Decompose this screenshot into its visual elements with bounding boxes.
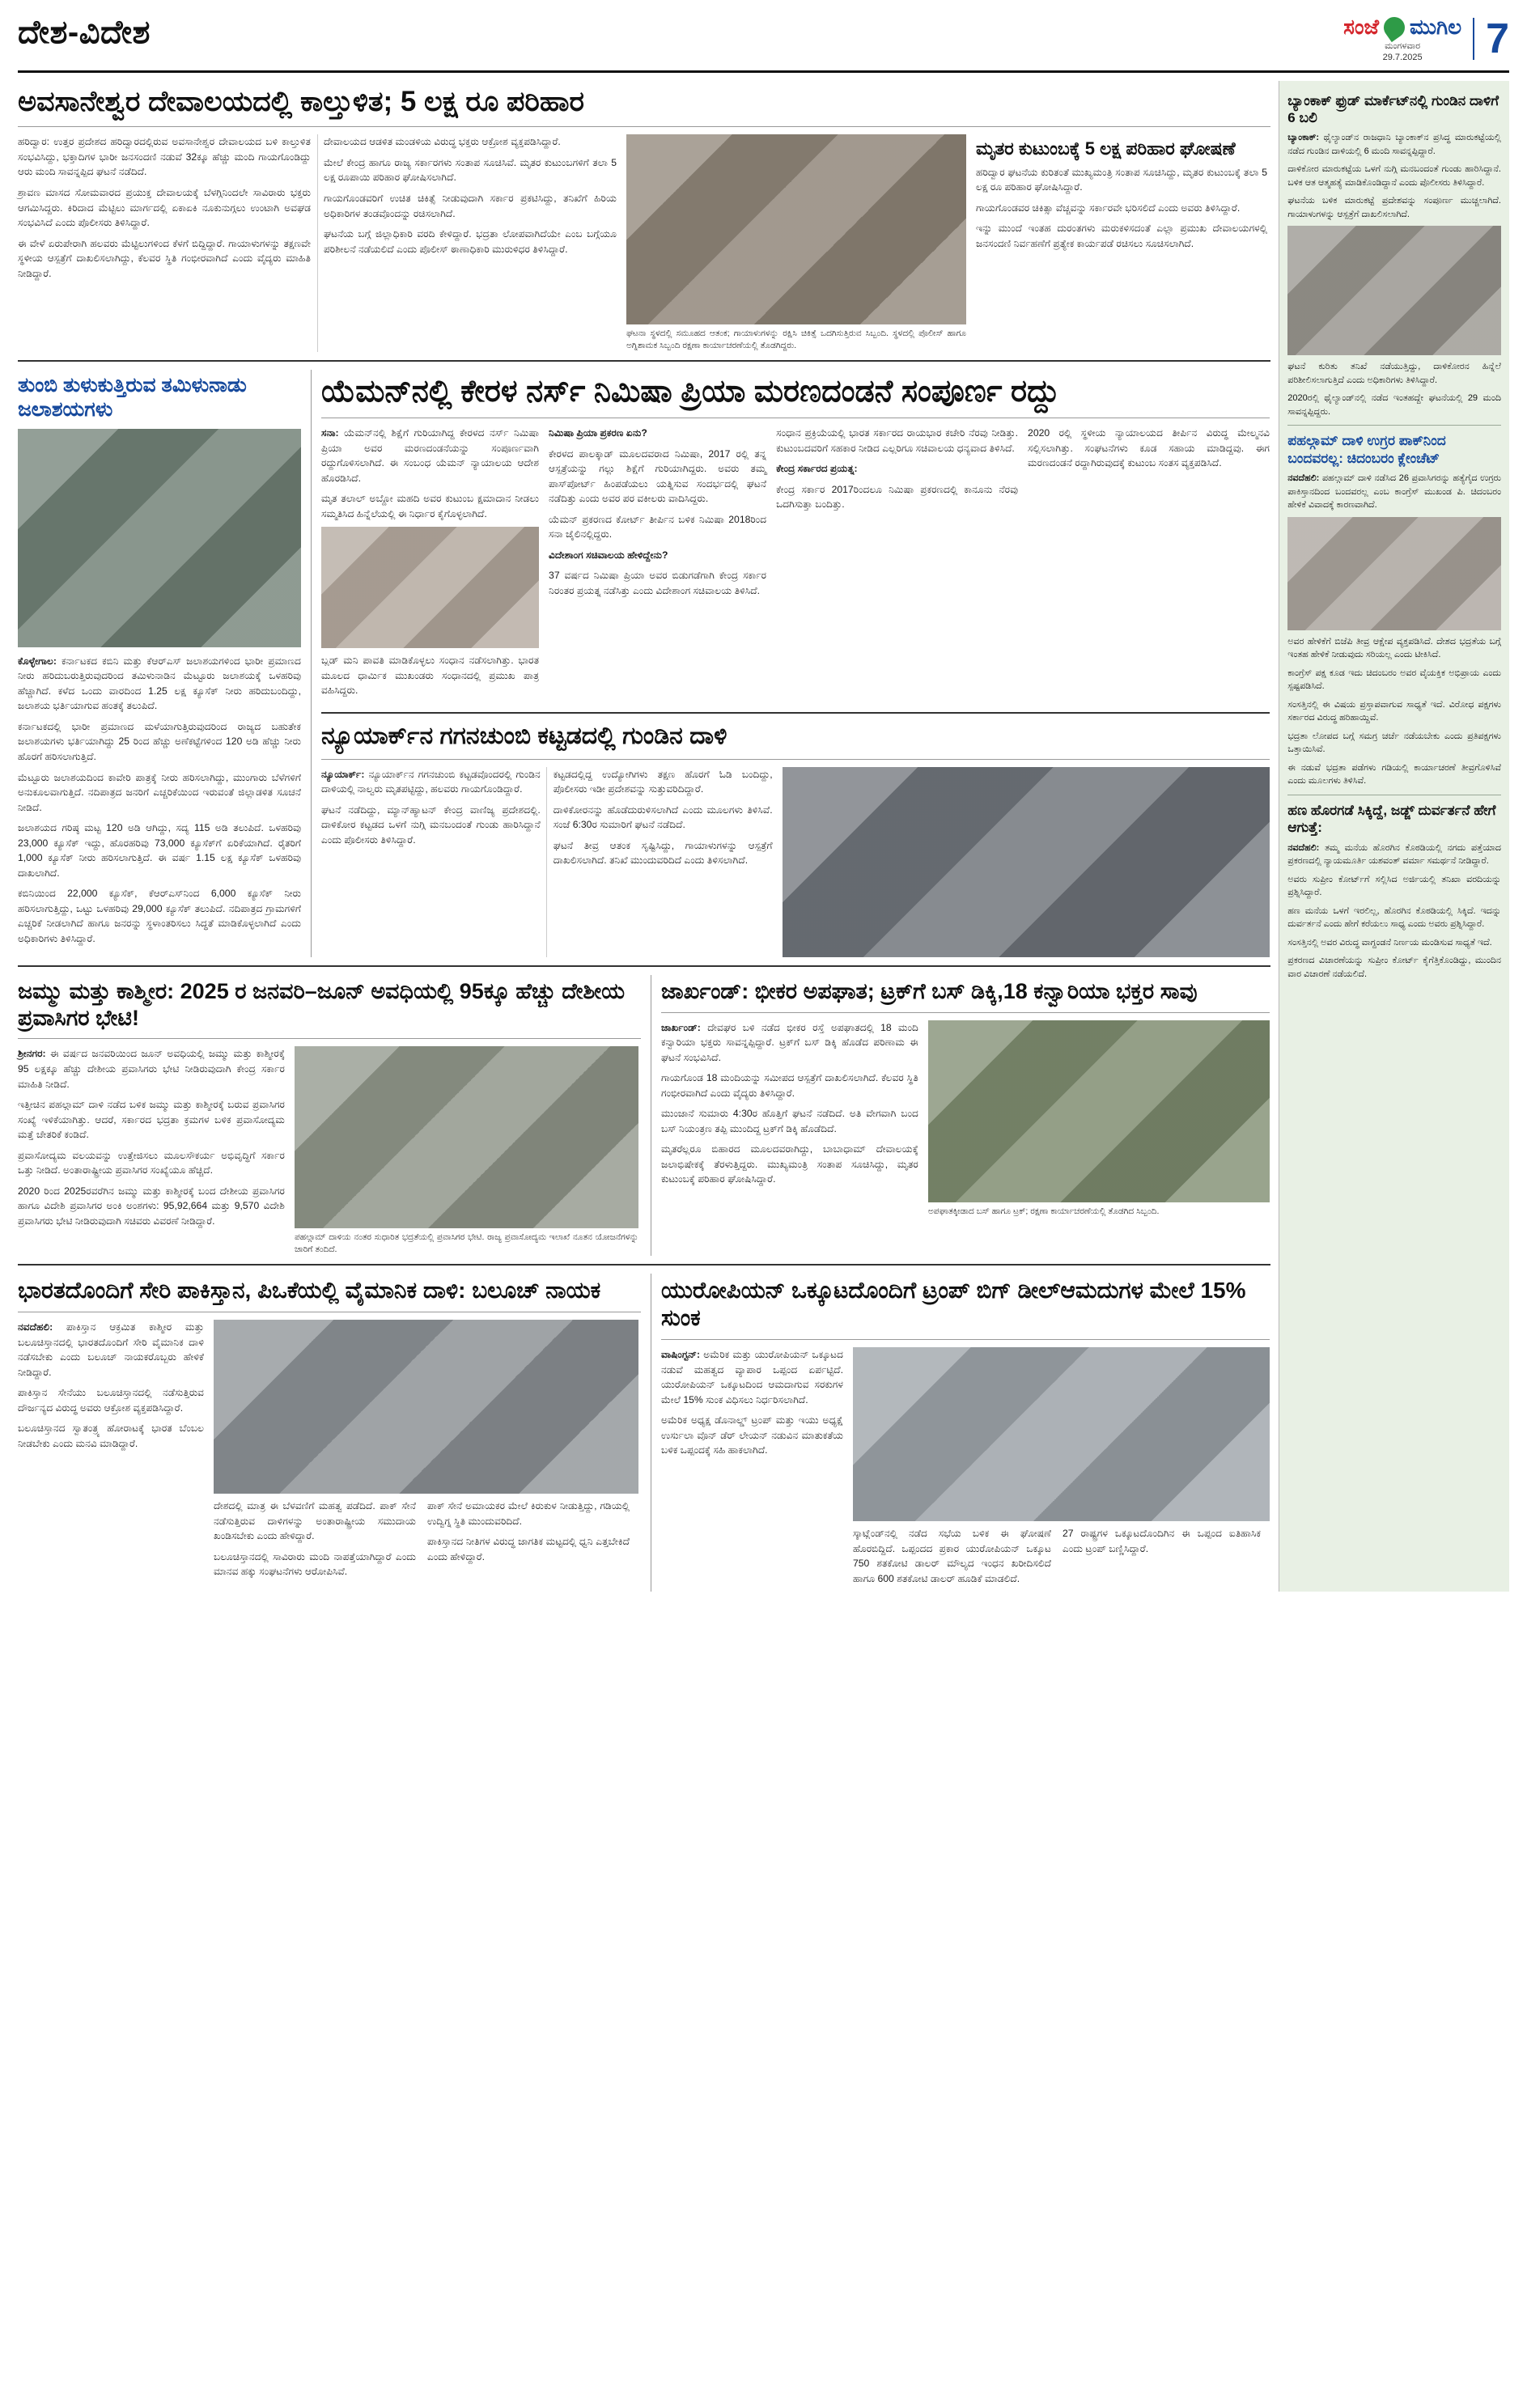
publication-date: 29.7.2025 <box>1382 53 1423 63</box>
jammu-dateline: ಶ್ರೀನಗರ: <box>18 1048 46 1060</box>
sidebar-paragraph: ಘಟನೆ ಕುರಿತು ತನಿಖೆ ನಡೆಯುತ್ತಿದ್ದು, ದಾಳಿಕೋರನ ಹಿನ್ನೆಲೆ ಪರಿಶೀಲಿಸಲಾಗುತ್ತಿದೆ ಎಂದು ಅಧಿಕಾರಿಗಳು ತಿಳಿಸಿದ್ದಾರೆ. <box>1287 362 1501 385</box>
main-content <box>18 81 1270 1592</box>
tamil-paragraph: ಕರ್ನಾಟಕದ ಕಬಿನಿ ಮತ್ತು ಕೆಆರ್‌ಎಸ್ ಜಲಾಶಯಗಳಿಂದ ಭಾರೀ ಪ್ರಮಾಣದ ನೀರು ಹರಿದುಬರುತ್ತಿರುವುದರಿಂದ ತಮಿಳುನಾಡಿನ ಮೆಟ್ಟೂರು ಜಲಾಶಯಕ್ಕೆ ಒಳಹರಿವು ಹೆಚ್ಚಾಗಿದೆ. ಕಳೆದ ಒಂದು ವಾರದಿಂದ 1.25 ಲಕ್ಷ ಕ್ಯೂಸೆಕ್ ನೀರು ಹರಿದುಬಂದಿದ್ದು, ಜಲಾಶಯ ಭರ್ತಿಯಾಗುವ ಹಂತಕ್ಕೆ ತಲುಪಿದೆ. <box>18 655 301 712</box>
publication-day: ಮಂಗಳವಾರ <box>1385 41 1421 51</box>
trump-photo <box>853 1347 1270 1521</box>
baloch-paragraph: ಪಾಕಿಸ್ತಾನ ಆಕ್ರಮಿತ ಕಾಶ್ಮೀರ ಮತ್ತು ಬಲೂಚಿಸ್ತಾನದಲ್ಲಿ ಭಾರತದೊಂದಿಗೆ ಸೇರಿ ವೈಮಾನಿಕ ದಾಳಿ ನಡೆಸಬೇಕು ಎಂದು ಬಲೂಚ್ ನಾಯಕರೊಬ್ಬರು ಹೇಳಿಕೆ ನೀಡಿದ್ದಾರೆ. <box>18 1321 204 1378</box>
masthead-brand-block <box>1343 15 1509 64</box>
masthead <box>18 15 1509 73</box>
sidebar-paragraph: ಪಹಲ್ಗಾಮ್ ದಾಳಿ ನಡೆಸಿದ 26 ಪ್ರವಾಸಿಗರನ್ನು ಹತ್ಯೆಗೈದ ಉಗ್ರರು ಪಾಕಿಸ್ತಾನದಿಂದ ಬಂದವರಲ್ಲ ಎಂಬ ಕಾಂಗ್ರೆಸ್ ಮುಖಂಡ ಪಿ. ಚಿದಂಬರಂ ಹೇಳಿಕೆ ವಿವಾದಕ್ಕೆ ಕಾರಣವಾಗಿದೆ. <box>1287 473 1501 511</box>
trump-paragraph: 27 ರಾಷ್ಟ್ರಗಳ ಒಕ್ಕೂಟದೊಂದಿಗಿನ ಈ ಒಪ್ಪಂದ ಐತಿಹಾಸಿಕ ಎಂದು ಟ್ರಂಪ್ ಬಣ್ಣಿಸಿದ್ದಾರೆ. <box>1063 1528 1261 1554</box>
lead-paragraph: ಈ ವೇಳೆ ಏರುಪೇರಾಗಿ ಹಲವರು ಮೆಟ್ಟಿಲುಗಳಿಂದ ಕೆಳಗೆ ಬಿದ್ದಿದ್ದಾರೆ. ಗಾಯಾಳುಗಳನ್ನು ತಕ್ಷಣವೇ ಸ್ಥಳೀಯ ಆಸ್ಪತ್ರೆಗೆ ದಾಖಲಿಸಲಾಗಿದ್ದು, ಕೆಲವರ ಸ್ಥಿತಿ ಗಂಭೀರವಾಗಿದೆ ಎಂದು ವೈದ್ಯರು ಮಾಹಿತಿ ನೀಡಿದ್ದಾರೆ. <box>18 237 311 279</box>
nimisha-paragraph: 37 ವರ್ಷದ ನಿಮಿಷಾ ಪ್ರಿಯಾ ಅವರ ಬಿಡುಗಡೆಗಾಗಿ ಕೇಂದ್ರ ಸರ್ಕಾರ ನಿರಂತರ ಪ್ರಯತ್ನ ನಡೆಸಿತ್ತು ಎಂದು ವಿದೇಶಾಂಗ ಸಚಿವಾಲಯ ತಿಳಿಸಿದೆ. <box>549 570 767 596</box>
article-nimisha <box>321 373 1270 704</box>
lead-paragraph: ಹರಿದ್ವಾರ: ಉತ್ತರ ಪ್ರದೇಶದ ಹರಿದ್ವಾರದಲ್ಲಿರುವ ಅವಸಾನೇಶ್ವರ ದೇವಾಲಯದ ಬಳಿ ಕಾಲ್ತುಳಿತ ಸಂಭವಿಸಿದ್ದು, ಭಕ್ತಾದಿಗಳ ಭಾರೀ ಜನಸಂದಣಿ ನಡುವೆ 32ಕ್ಕೂ ಹೆಚ್ಚು ಮಂದಿ ಗಾಯಗೊಂಡಿದ್ದು ಆರು ಮಂದಿ ಸಾವನ್ನಪ್ಪಿದ ಘಟನೆ ನಡೆದಿದೆ. <box>18 136 311 178</box>
trump-paragraph: ಸ್ಕಾಟ್ಲೆಂಡ್‌ನಲ್ಲಿ ನಡೆದ ಸಭೆಯ ಬಳಿಕ ಈ ಘೋಷಣೆ ಹೊರಬಿದ್ದಿದೆ. ಒಪ್ಪಂದದ ಪ್ರಕಾರ ಯುರೋಪಿಯನ್ ಒಕ್ಕೂಟ 750 ಶತಕೋಟಿ ಡಾಲರ್ ಮೌಲ್ಯದ ಇಂಧನ ಖರೀದಿಸಲಿದೆ ಹಾಗೂ 600 ಶತಕೋಟಿ ಡಾಲರ್ ಹೂಡಿಕೆ ಮಾಡಲಿದೆ. <box>853 1528 1051 1584</box>
sidebar-dateline: ಬ್ಯಾಂಕಾಕ್: <box>1287 133 1320 143</box>
baloch-paragraph: ಪಾಕಿಸ್ತಾನದ ನೀತಿಗಳ ವಿರುದ್ಧ ಜಾಗತಿಕ ಮಟ್ಟದಲ್ಲಿ ಧ್ವನಿ ಎತ್ತಬೇಕಿದೆ ಎಂದು ಹೇಳಿದ್ದಾರೆ. <box>427 1536 630 1562</box>
lead-paragraph: ಇನ್ನು ಮುಂದೆ ಇಂತಹ ದುರಂತಗಳು ಮರುಕಳಿಸದಂತೆ ಎಲ್ಲಾ ಪ್ರಮುಖ ದೇವಾಲಯಗಳಲ್ಲಿ ಜನಸಂದಣಿ ನಿರ್ವಹಣೆಗೆ ಪ್ರತ್ಯೇಕ ಕಾರ್ಯಪಡೆ ರಚಿಸಲು ಸೂಚಿಸಲಾಗಿದೆ. <box>976 223 1267 250</box>
baloch-dateline: ನವದೆಹಲಿ: <box>18 1321 53 1333</box>
nimisha-paragraph: ಸಂಧಾನ ಪ್ರಕ್ರಿಯೆಯಲ್ಲಿ ಭಾರತ ಸರ್ಕಾರದ ರಾಯಭಾರ ಕಚೇರಿ ನೆರವು ನೀಡಿತ್ತು. ಕುಟುಂಬದವರಿಗೆ ಸಹಕಾರ ನೀಡಿದ ಎಲ್ಲರಿಗೂ ಸಚಿವಾಲಯ ಧನ್ಯವಾದ ತಿಳಿಸಿದೆ. <box>776 427 1019 454</box>
lead-paragraph: ಗಾಯಗೊಂಡವರಿಗೆ ಉಚಿತ ಚಿಕಿತ್ಸೆ ನೀಡುವುದಾಗಿ ಸರ್ಕಾರ ಪ್ರಕಟಿಸಿದ್ದು, ತನಿಖೆಗೆ ಹಿರಿಯ ಅಧಿಕಾರಿಗಳ ತಂಡವೊಂದನ್ನು ರಚಿಸಲಾಗಿದೆ. <box>324 192 617 219</box>
nimisha-subheading: ನಿಮಿಷಾ ಪ್ರಿಯಾ ಪ್ರಕರಣ ಏನು? <box>549 427 647 439</box>
nimisha-paragraph: ಬ್ಲಡ್ ಮನಿ ಪಾವತಿ ಮಾಡಿಕೊಳ್ಳಲು ಸಂಧಾನ ನಡೆಸಲಾಗಿತ್ತು. ಭಾರತ ಮೂಲದ ಧಾರ್ಮಿಕ ಮುಖಂಡರು ಸಂಧಾನದಲ್ಲಿ ಪ್ರಮುಖ ಪಾತ್ರ ವಹಿಸಿದ್ದರು. <box>321 655 540 697</box>
sidebar-headline: ಬ್ಯಾಂಕಾಕ್ ಫ್ರುಡ್ ಮಾರ್ಕೆಟ್‌ನಲ್ಲಿ ಗುಂಡಿನ ದಾಳಿಗೆ 6 ಬಲಿ <box>1287 92 1499 125</box>
tamil-headline: ತುಂಬಿ ತುಳುಕುತ್ತಿರುವ ತಮಿಳುನಾಡು ಜಲಾಶಯಗಳು <box>18 373 247 422</box>
nimisha-paragraph: ಮೃತ ತಲಾಲ್ ಅಬ್ದೋ ಮಹದಿ ಅವರ ಕುಟುಂಬ ಕ್ಷಮಾದಾನ ನೀಡಲು ಸಮ್ಮತಿಸಿದ ಹಿನ್ನೆಲೆಯಲ್ಲಿ ಈ ನಿರ್ಧಾರ ಕೈಗೊಳ್ಳಲಾಗಿದೆ. <box>321 493 540 519</box>
sidebar-article-judge <box>1287 802 1501 981</box>
article-lead <box>18 84 1270 352</box>
tamil-photo <box>18 429 301 647</box>
article-baloch <box>18 1274 641 1592</box>
jharkhand-paragraph: ಮುಂಜಾನೆ ಸುಮಾರು 4:30ರ ಹೊತ್ತಿಗೆ ಘಟನೆ ನಡೆದಿದೆ. ಅತಿ ವೇಗವಾಗಿ ಬಂದ ಬಸ್ ನಿಯಂತ್ರಣ ತಪ್ಪಿ ಮುಂದಿದ್ದ ಟ್ರಕ್‌ಗೆ ಡಿಕ್ಕಿ ಹೊಡೆದಿದೆ. <box>661 1108 918 1134</box>
lead-paragraph: ಹರಿದ್ವಾರ ಘಟನೆಯ ಕುರಿತಂತೆ ಮುಖ್ಯಮಂತ್ರಿ ಸಂತಾಪ ಸೂಚಿಸಿದ್ದು, ಮೃತರ ಕುಟುಂಬಕ್ಕೆ ತಲಾ 5 ಲಕ್ಷ ರೂ ಪರಿಹಾರ ಘೋಷಿಸಿದ್ದಾರೆ. <box>976 166 1267 193</box>
tamil-dateline: ಕೊಳ್ಳೇಗಾಲ: <box>18 655 57 667</box>
nimisha-paragraph: ಕೇಂದ್ರ ಸರ್ಕಾರ 2017ರಿಂದಲೂ ನಿಮಿಷಾ ಪ್ರಕರಣದಲ್ಲಿ ಕಾನೂನು ನೆರವು ಒದಗಿಸುತ್ತಾ ಬಂದಿತ್ತು. <box>776 483 1019 511</box>
lead-subheading: ಮೃತರ ಕುಟುಂಬಕ್ಕೆ 5 ಲಕ್ಷ ಪರಿಹಾರ ಘೋಷಣೆ <box>976 138 1236 159</box>
newyork-paragraph: ಕಟ್ಟಡದಲ್ಲಿದ್ದ ಉದ್ಯೋಗಿಗಳು ತಕ್ಷಣ ಹೊರಗೆ ಓಡಿ ಬಂದಿದ್ದು, ಪೊಲೀಸರು ಇಡೀ ಪ್ರದೇಶವನ್ನು ಸುತ್ತುವರಿದಿದ್ದಾರೆ. <box>553 768 773 795</box>
sidebar-paragraph: ಥೈಲ್ಯಾಂಡ್‌ನ ರಾಜಧಾನಿ ಬ್ಯಾಂಕಾಕ್‌ನ ಪ್ರಸಿದ್ಧ ಮಾರುಕಟ್ಟೆಯಲ್ಲಿ ನಡೆದ ಗುಂಡಿನ ದಾಳಿಯಲ್ಲಿ 6 ಮಂದಿ ಸಾವನ್ನಪ್ಪಿದ್ದಾರೆ. <box>1287 133 1501 156</box>
row-three <box>18 975 1270 1256</box>
sidebar-paragraph: ಅವರು ಸುಪ್ರೀಂ ಕೋರ್ಟ್‌ಗೆ ಸಲ್ಲಿಸಿದ ಅರ್ಜಿಯಲ್ಲಿ ತನಿಖಾ ವರದಿಯನ್ನು ಪ್ರಶ್ನಿಸಿದ್ದಾರೆ. <box>1287 874 1501 898</box>
newyork-paragraph: ಘಟನೆ ನಡೆದಿದ್ದು, ಮ್ಯಾನ್‌ಹ್ಯಾಟನ್ ಕೇಂದ್ರ ವಾಣಿಜ್ಯ ಪ್ರದೇಶದಲ್ಲಿ. ದಾಳಿಕೋರ ಕಟ್ಟಡದ ಒಳಗೆ ನುಗ್ಗಿ ಮನಬಂದಂತೆ ಗುಂಡು ಹಾರಿಸಿದ್ದಾನೆ ಎಂದು ಪೊಲೀಸರು ತಿಳಿಸಿದ್ದಾರೆ. <box>321 803 541 846</box>
newyork-paragraph: ದಾಳಿಕೋರನನ್ನು ಹೊಡೆದುರುಳಿಸಲಾಗಿದೆ ಎಂದು ಮೂಲಗಳು ತಿಳಿಸಿವೆ. ಸಂಜೆ 6:30ರ ಸುಮಾರಿಗೆ ಘಟನೆ ನಡೆದಿದೆ. <box>553 803 773 831</box>
nimisha-paragraph: ಕೇರಳದ ಪಾಲಕ್ಕಾಡ್ ಮೂಲದವರಾದ ನಿಮಿಷಾ, 2017 ರಲ್ಲಿ ತನ್ನ ಆಸ್ಪತ್ರೆಯನ್ನು ಗಲ್ಲು ಶಿಕ್ಷೆಗೆ ಗುರಿಯಾಗಿದ್ದರು. ಅವರು ತಮ್ಮ ಪಾಸ್‌ಪೋರ್ಟ್ ಹಿಂಪಡೆಯಲು ಯತ್ನಿಸುವ ಸಂದರ್ಭದಲ್ಲಿ ಘಟನೆ ನಡೆದಿತ್ತು ಎಂದು ಅವರ ಪರ ವಕೀಲರು ವಾದಿಸಿದ್ದರು. <box>549 447 767 505</box>
newyork-dateline: ನ್ಯೂಯಾರ್ಕ್: <box>321 768 365 780</box>
lead-paragraph: ಗಾಯಗೊಂಡವರ ಚಿಕಿತ್ಸಾ ವೆಚ್ಚವನ್ನು ಸರ್ಕಾರವೇ ಭರಿಸಲಿದೆ ಎಂದು ಅವರು ತಿಳಿಸಿದ್ದಾರೆ. <box>976 201 1241 214</box>
newyork-paragraph: ನ್ಯೂಯಾರ್ಕ್‌ನ ಗಗನಚುಂಬಿ ಕಟ್ಟಡವೊಂದರಲ್ಲಿ ಗುಂಡಿನ ದಾಳಿಯಲ್ಲಿ ನಾಲ್ವರು ಮೃತಪಟ್ಟಿದ್ದು, ಹಲವರು ಗಾಯಗೊಂಡಿದ್ದಾರೆ. <box>321 768 541 795</box>
jharkhand-paragraph: ದೇವಘರ ಬಳಿ ನಡೆದ ಭೀಕರ ರಸ್ತೆ ಅಪಘಾತದಲ್ಲಿ 18 ಮಂದಿ ಕನ್ವಾರಿಯಾ ಭಕ್ತರು ಸಾವನ್ನಪ್ಪಿದ್ದಾರೆ. ಟ್ರಕ್‌ಗೆ ಬಸ್ ಡಿಕ್ಕಿ ಹೊಡೆದ ಪರಿಣಾಮ ಈ ಘಟನೆ ಸಂಭವಿಸಿದೆ. <box>661 1021 918 1063</box>
nimisha-dateline: ಸನಾ: <box>321 427 339 439</box>
sidebar-paragraph: ಈ ನಡುವೆ ಭದ್ರತಾ ಪಡೆಗಳು ಗಡಿಯಲ್ಲಿ ಕಾರ್ಯಾಚರಣೆ ತೀವ್ರಗೊಳಿಸಿವೆ ಎಂದು ಮೂಲಗಳು ತಿಳಿಸಿವೆ. <box>1287 762 1501 786</box>
baloch-paragraph: ಬಲೂಚಿಸ್ತಾನದಲ್ಲಿ ಸಾವಿರಾರು ಮಂದಿ ನಾಪತ್ತೆಯಾಗಿದ್ದಾರೆ ಎಂದು ಮಾನವ ಹಕ್ಕು ಸಂಘಟನೆಗಳು ಆರೋಪಿಸಿವೆ. <box>214 1550 416 1578</box>
baloch-paragraph: ಪಾಕ್ ಸೇನೆ ಅಮಾಯಕರ ಮೇಲೆ ಕಿರುಕುಳ ನೀಡುತ್ತಿದ್ದು, ಗಡಿಯಲ್ಲಿ ಉದ್ವಿಗ್ನ ಸ್ಥಿತಿ ಮುಂದುವರಿದಿದೆ. <box>427 1500 630 1527</box>
brand-name-blue: ಮುಗಿಲ <box>1410 15 1462 39</box>
jammu-headline: ಜಮ್ಮು ಮತ್ತು ಕಾಶ್ಮೀರ: 2025 ರ ಜನವರಿ–ಜೂನ್ ಅವಧಿಯಲ್ಲಿ 95ಕ್ಕೂ ಹೆಚ್ಚು ದೇಶೀಯ ಪ್ರವಾಸಿಗರ ಭೇಟಿ! <box>18 978 626 1030</box>
lead-paragraph: ಘಟನೆಯ ಬಗ್ಗೆ ಜಿಲ್ಲಾಧಿಕಾರಿ ವರದಿ ಕೇಳಿದ್ದಾರೆ. ಭದ್ರತಾ ಲೋಪವಾಗಿದೆಯೇ ಎಂಬ ಬಗ್ಗೆಯೂ ಪರಿಶೀಲನೆ ನಡೆಯಲಿದೆ ಎಂದು ಪೊಲೀಸ್ ಠಾಣಾಧಿಕಾರಿ ಮುರುಳಿಧರ ತಿಳಿಸಿದ್ದಾರೆ. <box>324 228 617 255</box>
jharkhand-headline: ಜಾರ್ಖಂಡ್: ಭೀಕರ ಅಪಘಾತ; ಟ್ರಕ್‌ಗೆ ಬಸ್ ಡಿಕ್ಕಿ,18 ಕನ್ವಾರಿಯಾ ಭಕ್ತರ ಸಾವು <box>661 978 1198 1003</box>
trump-paragraph: ಅಮೆರಿಕ ಅಧ್ಯಕ್ಷ ಡೊನಾಲ್ಡ್ ಟ್ರಂಪ್ ಮತ್ತು ಇಯು ಅಧ್ಯಕ್ಷೆ ಉರ್ಸುಲಾ ವೊನ್ ಡೆರ್ ಲೇಯನ್ ನಡುವಿನ ಮಾತುಕತೆಯ ಬಳಿಕ ಒಪ್ಪಂದಕ್ಕೆ ಸಹಿ ಹಾಕಲಾಗಿದೆ. <box>661 1414 843 1456</box>
nimisha-portrait-photo <box>321 527 539 648</box>
nimisha-paragraph: 2020 ರಲ್ಲಿ ಸ್ಥಳೀಯ ನ್ಯಾಯಾಲಯದ ತೀರ್ಪಿನ ವಿರುದ್ಧ ಮೇಲ್ಮನವಿ ಸಲ್ಲಿಸಲಾಗಿತ್ತು. ಸಂಘಟನೆಗಳು ಕೂಡ ಸಹಾಯ ಮಾಡಿದ್ದವು. ಈಗ ಮರಣದಂಡನೆ ರದ್ದಾಗಿರುವುದಕ್ಕೆ ಕುಟುಂಬ ಸಂತಸ ವ್ಯಕ್ತಪಡಿಸಿದೆ. <box>1028 427 1270 469</box>
brand-name-red: ಸಂಜೆ <box>1343 15 1379 39</box>
sidebar-article-pahalgam <box>1287 432 1501 787</box>
nimisha-paragraph: ಯೆಮನ್‌ನಲ್ಲಿ ಶಿಕ್ಷೆಗೆ ಗುರಿಯಾಗಿದ್ದ ಕೇರಳದ ನರ್ಸ್ ನಿಮಿಷಾ ಪ್ರಿಯಾ ಅವರ ಮರಣದಂಡನೆಯನ್ನು ಸಂಪೂರ್ಣವಾಗಿ ರದ್ದುಗೊಳಿಸಲಾಗಿದೆ. ಈ ಸಂಬಂಧ ಯೆಮನ್ ನ್ಯಾಯಾಲಯ ಆದೇಶ ಹೊರಡಿಸಿದೆ. <box>321 427 540 484</box>
article-tamil-reservoirs <box>18 370 301 957</box>
sidebar-paragraph: ತಮ್ಮ ಮನೆಯ ಹೊರಗಿನ ಕೊಠಡಿಯಲ್ಲಿ ನಗದು ಪತ್ತೆಯಾದ ಪ್ರಕರಣದಲ್ಲಿ ನ್ಯಾಯಮೂರ್ತಿ ಯಶವಂತ್ ವರ್ಮಾ ಸಮರ್ಥನೆ ನೀಡಿದ್ದಾರೆ. <box>1287 842 1501 867</box>
jammu-photo <box>295 1046 638 1228</box>
nimisha-subheading: ಕೇಂದ್ರ ಸರ್ಕಾರದ ಪ್ರಯತ್ನ: <box>776 463 858 475</box>
row-two <box>18 370 1270 957</box>
jharkhand-paragraph: ಮೃತರೆಲ್ಲರೂ ಬಿಹಾರದ ಮೂಲದವರಾಗಿದ್ದು, ಬಾಬಾಧಾಮ್ ದೇವಾಲಯಕ್ಕೆ ಜಲಾಭಿಷೇಕಕ್ಕೆ ತೆರಳುತ್ತಿದ್ದರು. ಮುಖ್ಯಮಂತ್ರಿ ಸಂತಾಪ ಸೂಚಿಸಿದ್ದು, ಮೃತರ ಕುಟುಂಬಕ್ಕೆ ಪರಿಹಾರ ಘೋಷಿಸಿದ್ದಾರೆ. <box>661 1143 918 1185</box>
sidebar-paragraph: ಅವರ ಹೇಳಿಕೆಗೆ ಬಿಜೆಪಿ ತೀವ್ರ ಆಕ್ಷೇಪ ವ್ಯಕ್ತಪಡಿಸಿದೆ. ದೇಶದ ಭದ್ರತೆಯ ಬಗ್ಗೆ ಇಂತಹ ಹೇಳಿಕೆ ನೀಡುವುದು ಸರಿಯಲ್ಲ ಎಂದು ಟೀಕಿಸಿದೆ. <box>1287 636 1501 660</box>
sidebar-photo-portrait <box>1287 517 1501 630</box>
sidebar-paragraph: ದಾಳಿಕೋರ ಮಾರುಕಟ್ಟೆಯ ಒಳಗೆ ನುಗ್ಗಿ ಮನಬಂದಂತೆ ಗುಂಡು ಹಾರಿಸಿದ್ದಾನೆ. ಬಳಿಕ ಆತ ಆತ್ಮಹತ್ಯೆ ಮಾಡಿಕೊಂಡಿದ್ದಾನೆ ಎಂದು ಪೊಲೀಸರು ತಿಳಿಸಿದ್ದಾರೆ. <box>1287 164 1501 188</box>
sidebar-paragraph: ಪ್ರಕರಣದ ವಿಚಾರಣೆಯನ್ನು ಸುಪ್ರೀಂ ಕೋರ್ಟ್ ಕೈಗೆತ್ತಿಕೊಂಡಿದ್ದು, ಮುಂದಿನ ವಾರ ವಿಚಾರಣೆ ನಡೆಯಲಿದೆ. <box>1287 956 1501 979</box>
sidebar-dateline: ನವದೆಹಲಿ: <box>1287 473 1320 484</box>
row-four <box>18 1274 1270 1592</box>
sidebar-paragraph: ಸಂಸತ್ತಿನಲ್ಲಿ ಅವರ ವಿರುದ್ಧ ವಾಗ್ದಂಡನೆ ನಿರ್ಣಯ ಮಂಡಿಸುವ ಸಾಧ್ಯತೆ ಇದೆ. <box>1287 937 1492 948</box>
article-newyork <box>321 722 1270 957</box>
trump-paragraph: ಅಮೆರಿಕ ಮತ್ತು ಯುರೋಪಿಯನ್ ಒಕ್ಕೂಟದ ನಡುವೆ ಮಹತ್ವದ ವ್ಯಾಪಾರ ಒಪ್ಪಂದ ಏರ್ಪಟ್ಟಿದೆ. ಯುರೋಪಿಯನ್ ಒಕ್ಕೂಟದಿಂದ ಆಮದಾಗುವ ಸರಕುಗಳ ಮೇಲೆ 15% ಸುಂಕ ವಿಧಿಸಲು ನಿರ್ಧರಿಸಲಾಗಿದೆ. <box>661 1349 843 1405</box>
lead-paragraph: ದೇವಾಲಯದ ಆಡಳಿತ ಮಂಡಳಿಯ ವಿರುದ್ಧ ಭಕ್ತರು ಆಕ್ರೋಶ ವ್ಯಕ್ತಪಡಿಸಿದ್ದಾರೆ. <box>324 136 561 148</box>
baloch-paragraph: ಪಾಕಿಸ್ತಾನ ಸೇನೆಯು ಬಲೂಚಿಸ್ತಾನದಲ್ಲಿ ನಡೆಸುತ್ತಿರುವ ದೌರ್ಜನ್ಯದ ವಿರುದ್ಧ ಅವರು ಆಕ್ರೋಶ ವ್ಯಕ್ತಪಡಿಸಿದ್ದಾರೆ. <box>18 1387 204 1414</box>
right-sidebar <box>1279 81 1509 1592</box>
sidebar-dateline: ನವದೆಹಲಿ: <box>1287 842 1320 853</box>
lead-photo <box>626 134 966 324</box>
sidebar-photo-market <box>1287 226 1501 355</box>
nimisha-paragraph: ಯೆಮನ್ ಪ್ರಕರಣದ ಕೋರ್ಟ್ ತೀರ್ಪಿನ ಬಳಿಕ ನಿಮಿಷಾ 2018ರಿಂದ ಸನಾ ಜೈಲಿನಲ್ಲಿದ್ದರು. <box>549 513 767 541</box>
leaf-icon <box>1380 13 1409 42</box>
sidebar-paragraph: ಘಟನೆಯ ಬಳಿಕ ಮಾರುಕಟ್ಟೆ ಪ್ರದೇಶವನ್ನು ಸಂಪೂರ್ಣ ಮುಚ್ಚಲಾಗಿದೆ. ಗಾಯಾಳುಗಳನ್ನು ಆಸ್ಪತ್ರೆಗೆ ದಾಖಲಿಸಲಾಗಿದೆ. <box>1287 196 1501 219</box>
tamil-paragraph: ಜಲಾಶಯದ ಗರಿಷ್ಠ ಮಟ್ಟ 120 ಅಡಿ ಆಗಿದ್ದು, ಸದ್ಯ 115 ಅಡಿ ತಲುಪಿದೆ. ಒಳಹರಿವು 23,000 ಕ್ಯೂಸೆಕ್ ಇದ್ದು, ಹೊರಹರಿವು 73,000 ಕ್ಯೂಸೆಕ್‌ಗೆ ಏರಿಕೆಯಾಗಿದೆ. ರೈತರಿಗೆ 1,000 ಕ್ಯೂಸೆಕ್ ನೀರು ಹರಿಸಲಾಗುತ್ತಿದೆ. ಈ ವರ್ಷ 1.15 ಲಕ್ಷ ಕ್ಯೂಸೆಕ್ ಒಳಹರಿವು ದಾಖಲಾಗಿದೆ. <box>18 822 301 879</box>
jharkhand-photo <box>928 1020 1270 1202</box>
sidebar-paragraph: ಭದ್ರತಾ ಲೋಪದ ಬಗ್ಗೆ ಸಮಗ್ರ ಚರ್ಚೆ ನಡೆಯಬೇಕು ಎಂದು ಪ್ರತಿಪಕ್ಷಗಳು ಒತ್ತಾಯಿಸಿವೆ. <box>1287 731 1501 755</box>
jammu-paragraph: ಇತ್ತೀಚಿನ ಪಹಲ್ಗಾಮ್ ದಾಳಿ ನಡೆದ ಬಳಿಕ ಜಮ್ಮು ಮತ್ತು ಕಾಶ್ಮೀರಕ್ಕೆ ಬರುವ ಪ್ರವಾಸಿಗರ ಸಂಖ್ಯೆ ಇಳಿಕೆಯಾಗಿತ್ತು. ಆದರೆ, ಸರ್ಕಾರದ ಭದ್ರತಾ ಕ್ರಮಗಳ ಬಳಿಕ ಪ್ರವಾಸೋದ್ಯಮ ಮತ್ತೆ ಚೇತರಿಕೆ ಕಂಡಿದೆ. <box>18 1099 285 1141</box>
newyork-headline: ನ್ಯೂಯಾರ್ಕ್‌ನ ಗಗನಚುಂಬಿ ಕಟ್ಟಡದಲ್ಲಿ ಗುಂಡಿನ ದಾಳಿ <box>321 723 727 749</box>
trump-headline: ಯುರೋಪಿಯನ್ ಒಕ್ಕೂಟದೊಂದಿಗೆ ಟ್ರಂಪ್ ಬಿಗ್ ಡೀಲ್‌ಆಮದುಗಳ ಮೇಲೆ 15% ಸುಂಕ <box>661 1277 1246 1330</box>
baloch-headline: ಭಾರತದೊಂದಿಗೆ ಸೇರಿ ಪಾಕಿಸ್ತಾನ, ಪಿಒಕೆಯಲ್ಲಿ ವೈಮಾನಿಕ ದಾಳಿ: ಬಲೂಚ್ ನಾಯಕ <box>18 1277 601 1303</box>
jammu-photo-caption: ಪಹಲ್ಗಾಮ್ ದಾಳಿಯ ನಂತರ ಸುಧಾರಿತ ಭದ್ರತೆಯಲ್ಲಿ ಪ್ರವಾಸಿಗರ ಭೇಟಿ. ರಾಜ್ಯ ಪ್ರವಾಸೋದ್ಯಮ ಇಲಾಖೆ ನೂತನ ಯೋಜನೆಗಳನ್ನು ಜಾರಿಗೆ ತಂದಿದೆ. <box>295 1232 638 1255</box>
article-jharkhand <box>651 975 1270 1256</box>
baloch-paragraph: ಬಲೂಚಿಸ್ತಾನದ ಸ್ವಾತಂತ್ರ್ಯ ಹೋರಾಟಕ್ಕೆ ಭಾರತ ಬೆಂಬಲ ನೀಡಬೇಕು ಎಂದು ಮನವಿ ಮಾಡಿದ್ದಾರೆ. <box>18 1422 204 1449</box>
trump-dateline: ವಾಷಿಂಗ್ಟನ್: <box>661 1349 701 1361</box>
lead-paragraph: ಶ್ರಾವಣ ಮಾಸದ ಸೋಮವಾರದ ಪ್ರಯುಕ್ತ ದೇವಾಲಯಕ್ಕೆ ಬೆಳಗ್ಗಿನಿಂದಲೇ ಸಾವಿರಾರು ಭಕ್ತರು ಆಗಮಿಸಿದ್ದರು. ಕಿರಿದಾದ ಮೆಟ್ಟಿಲು ಮಾರ್ಗದಲ್ಲಿ ಏಕಾಏಕಿ ನೂಕುನುಗ್ಗಲು ಉಂಟಾಗಿ ಅವಘಡ ಸಂಭವಿಸಿದೆ ಎಂದು ಪೊಲೀಸರು ತಿಳಿಸಿದ್ದಾರೆ. <box>18 186 311 229</box>
lead-paragraph: ಮೇಲೆ ಕೇಂದ್ರ ಹಾಗೂ ರಾಜ್ಯ ಸರ್ಕಾರಗಳು ಸಂತಾಪ ಸೂಚಿಸಿವೆ. ಮೃತರ ಕುಟುಂಬಗಳಿಗೆ ತಲಾ 5 ಲಕ್ಷ ರೂಪಾಯಿ ಪರಿಹಾರ ಘೋಷಿಸಲಾಗಿದೆ. <box>324 156 617 184</box>
jharkhand-dateline: ಜಾರ್ಖಂಡ್: <box>661 1021 701 1033</box>
baloch-paragraph: ದೇಶದಲ್ಲಿ ಮಾತ್ರ ಈ ಬೆಳವಣಿಗೆ ಮಹತ್ವ ಪಡೆದಿದೆ. ಪಾಕ್ ಸೇನೆ ನಡೆಸುತ್ತಿರುವ ದಾಳಿಗಳನ್ನು ಅಂತಾರಾಷ್ಟ್ರೀಯ ಸಮುದಾಯ ಖಂಡಿಸಬೇಕು ಎಂದು ಹೇಳಿದ್ದಾರೆ. <box>214 1500 416 1542</box>
article-jammu <box>18 975 641 1256</box>
section-title: ದೇಶ-ವಿದೇಶ <box>18 15 151 50</box>
lead-headline: ಅವಸಾನೇಶ್ವರ ದೇವಾಲಯದಲ್ಲಿ ಕಾಲ್ತುಳಿತ; 5 ಲಕ್ಷ ರೂ ಪರಿಹಾರ <box>18 85 585 117</box>
tamil-paragraph: ಕರ್ನಾಟಕದಲ್ಲಿ ಭಾರೀ ಪ್ರಮಾಣದ ಮಳೆಯಾಗುತ್ತಿರುವುದರಿಂದ ರಾಜ್ಯದ ಬಹುತೇಕ ಜಲಾಶಯಗಳು ಭರ್ತಿಯಾಗಿದ್ದು 25 ರಿಂದ ಹೆಚ್ಚು ಅಣೆಕಟ್ಟೆಗಳಿಂದ 120 ಅಡಿ ಹೆಚ್ಚು ನೀರು ಹೊರಗೆ ಹರಿಸಲಾಗುತ್ತಿದೆ. <box>18 720 301 762</box>
article-trump <box>651 1274 1270 1592</box>
jammu-paragraph: 2020 ರಿಂದ 2025ರವರೆಗಿನ ಜಮ್ಮು ಮತ್ತು ಕಾಶ್ಮೀರಕ್ಕೆ ಬಂದ ದೇಶೀಯ ಪ್ರವಾಸಿಗರ ಹಾಗೂ ವಿದೇಶಿ ಪ್ರವಾಸಿಗರ ಅಂಕಿ ಅಂಶಗಳು: 95,92,664 ಮತ್ತು 9,570 ವಿದೇಶಿ ಪ್ರವಾಸಿಗರು ಭೇಟಿ ನೀಡಿರುವುದಾಗಿ ಸಚಿವರು ವಿವರಣೆ ನೀಡಿದ್ದಾರೆ. <box>18 1185 285 1227</box>
brand-logo <box>1343 15 1461 40</box>
jharkhand-photo-caption: ಅಪಘಾತಕ್ಕೀಡಾದ ಬಸ್ ಹಾಗೂ ಟ್ರಕ್; ರಕ್ಷಣಾ ಕಾರ್ಯಾಚರಣೆಯಲ್ಲಿ ತೊಡಗಿದ ಸಿಬ್ಬಂದಿ. <box>927 1206 1160 1216</box>
baloch-photo <box>214 1320 638 1494</box>
jammu-paragraph: ಪ್ರವಾಸೋದ್ಯಮ ವಲಯವನ್ನು ಉತ್ತೇಜಿಸಲು ಮೂಲಸೌಕರ್ಯ ಅಭಿವೃದ್ಧಿಗೆ ಸರ್ಕಾರ ಒತ್ತು ನೀಡಿದೆ. ಅಂತಾರಾಷ್ಟ್ರೀಯ ಪ್ರವಾಸಿಗರ ಸಂಖ್ಯೆಯೂ ಹೆಚ್ಚಿದೆ. <box>18 1149 285 1176</box>
tamil-paragraph: ಮೆಟ್ಟೂರು ಜಲಾಶಯದಿಂದ ಕಾವೇರಿ ಪಾತ್ರಕ್ಕೆ ನೀರು ಹರಿಸಲಾಗಿದ್ದು, ಮುಂಗಾರು ಬೆಳೆಗಳಿಗೆ ಅನುಕೂಲವಾಗುತ್ತಿದೆ. ನದಿಪಾತ್ರದ ಜನರಿಗೆ ಎಚ್ಚರಿಕೆಯಿಂದ ಇರುವಂತೆ ಜಿಲ್ಲಾಡಳಿತ ಸೂಚನೆ ನೀಡಿದೆ. <box>18 771 301 813</box>
jammu-paragraph: ಈ ವರ್ಷದ ಜನವರಿಯಿಂದ ಜೂನ್ ಅವಧಿಯಲ್ಲಿ ಜಮ್ಮು ಮತ್ತು ಕಾಶ್ಮೀರಕ್ಕೆ 95 ಲಕ್ಷಕ್ಕೂ ಹೆಚ್ಚು ದೇಶೀಯ ಪ್ರವಾಸಿಗರು ಭೇಟಿ ನೀಡಿರುವುದಾಗಿ ಕೇಂದ್ರ ಸರ್ಕಾರ ಮಾಹಿತಿ ನೀಡಿದೆ. <box>18 1048 285 1090</box>
page-number: 7 <box>1473 18 1509 60</box>
nimisha-subheading: ವಿದೇಶಾಂಗ ಸಚಿವಾಲಯ ಹೇಳಿದ್ದೇನು? <box>549 549 668 561</box>
nimisha-headline: ಯೆಮನ್‌ನಲ್ಲಿ ಕೇರಳ ನರ್ಸ್ ನಿಮಿಷಾ ಪ್ರಿಯಾ ಮರಣದಂಡನೆ ಸಂಪೂರ್ಣ ರದ್ದು <box>321 374 1060 409</box>
sidebar-paragraph: ಸಂಸತ್ತಿನಲ್ಲಿ ಈ ವಿಷಯ ಪ್ರಸ್ತಾಪವಾಗುವ ಸಾಧ್ಯತೆ ಇದೆ. ವಿರೋಧ ಪಕ್ಷಗಳು ಸರ್ಕಾರದ ವಿರುದ್ಧ ಹರಿಹಾಯ್ದಿವೆ. <box>1287 699 1501 723</box>
sidebar-headline: ಹಣ ಹೊರಗಡೆ ಸಿಕ್ಕಿದ್ದೆ, ಜಡ್ಜ್ ದುರ್ವರ್ತನೆ ಹೇಗೆ ಆಗುತ್ತೆ: <box>1287 802 1496 836</box>
sidebar-paragraph: ಕಾಂಗ್ರೆಸ್ ಪಕ್ಷ ಕೂಡ ಇದು ಚಿದಂಬರಂ ಅವರ ವೈಯಕ್ತಿಕ ಅಭಿಪ್ರಾಯ ಎಂದು ಸ್ಪಷ್ಟಪಡಿಸಿದೆ. <box>1287 668 1501 692</box>
jharkhand-paragraph: ಗಾಯಗೊಂಡ 18 ಮಂದಿಯನ್ನು ಸಮೀಪದ ಆಸ್ಪತ್ರೆಗೆ ದಾಖಲಿಸಲಾಗಿದೆ. ಕೆಲವರ ಸ್ಥಿತಿ ಗಂಭೀರವಾಗಿದೆ ಎಂದು ವೈದ್ಯರು ತಿಳಿಸಿದ್ದಾರೆ. <box>661 1072 918 1099</box>
sidebar-article-bangkok <box>1287 92 1501 419</box>
lead-photo-caption: ಘಟನಾ ಸ್ಥಳದಲ್ಲಿ ಸಮೂಹದ ಆತಂಕ; ಗಾಯಾಳುಗಳನ್ನು ರಕ್ಷಿಸಿ ಚಿಕಿತ್ಸೆ ಒದಗಿಸುತ್ತಿರುವ ಸಿಬ್ಬಂದಿ. ಸ್ಥಳದಲ್ಲಿ ಪೊಲೀಸ್ ಹಾಗೂ ಅಗ್ನಿಶಾಮಕ ಸಿಬ್ಬಂದಿ ರಕ್ಷಣಾ ಕಾರ್ಯಾಚರಣೆಯಲ್ಲಿ ತೊಡಗಿದ್ದರು. <box>626 329 966 351</box>
tamil-paragraph: ಕಬಿನಿಯಿಂದ 22,000 ಕ್ಯೂಸೆಕ್, ಕೆಆರ್‌ಎಸ್‌ನಿಂದ 6,000 ಕ್ಯೂಸೆಕ್ ನೀರು ಹರಿಸಲಾಗುತ್ತಿದ್ದು, ಒಟ್ಟು ಒಳಹರಿವು 29,000 ಕ್ಯೂಸೆಕ್ ತಲುಪಿದೆ. ನದಿಪಾತ್ರದ ಗ್ರಾಮಗಳಿಗೆ ಎಚ್ಚರಿಕೆ ನೀಡಲಾಗಿದೆ ಹಾಗೂ ಜನರನ್ನು ಸ್ಥಳಾಂತರಿಸಲು ಸಿದ್ಧತೆ ಮಾಡಿಕೊಳ್ಳಲಾಗಿದೆ ಎಂದು ಅಧಿಕಾರಿಗಳು ತಿಳಿಸಿದ್ದಾರೆ. <box>18 888 301 945</box>
sidebar-headline: ಪಹಲ್ಗಾಮ್ ದಾಳಿ ಉಗ್ರರ ಪಾಕ್‌ನಿಂದ ಬಂದವರಲ್ಲ: ಚಿದಂಬರಂ ಕ್ಲೇಂಚೆಟ್ <box>1287 433 1446 466</box>
newyork-photo <box>783 767 1270 957</box>
newyork-paragraph: ಘಟನೆ ತೀವ್ರ ಆತಂಕ ಸೃಷ್ಟಿಸಿದ್ದು, ಗಾಯಾಳುಗಳನ್ನು ಆಸ್ಪತ್ರೆಗೆ ದಾಖಲಿಸಲಾಗಿದೆ. ತನಿಖೆ ಮುಂದುವರಿದಿದೆ ಎಂದು ತಿಳಿಸಲಾಗಿದೆ. <box>553 839 773 867</box>
sidebar-paragraph: 2020ರಲ್ಲಿ ಥೈಲ್ಯಾಂಡ್‌ನಲ್ಲಿ ನಡೆದ ಇಂತಹದ್ದೇ ಘಟನೆಯಲ್ಲಿ 29 ಮಂದಿ ಸಾವನ್ನಪ್ಪಿದ್ದರು. <box>1287 393 1501 417</box>
sidebar-paragraph: ಹಣ ಮನೆಯ ಒಳಗೆ ಇರಲಿಲ್ಲ, ಹೊರಗಿನ ಕೊಠಡಿಯಲ್ಲಿ ಸಿಕ್ಕಿದೆ. ಇದನ್ನು ದುರ್ವರ್ತನೆ ಎಂದು ಹೇಗೆ ಕರೆಯಲು ಸಾಧ್ಯ ಎಂದು ಅವರು ಪ್ರಶ್ನಿಸಿದ್ದಾರೆ. <box>1287 905 1501 930</box>
